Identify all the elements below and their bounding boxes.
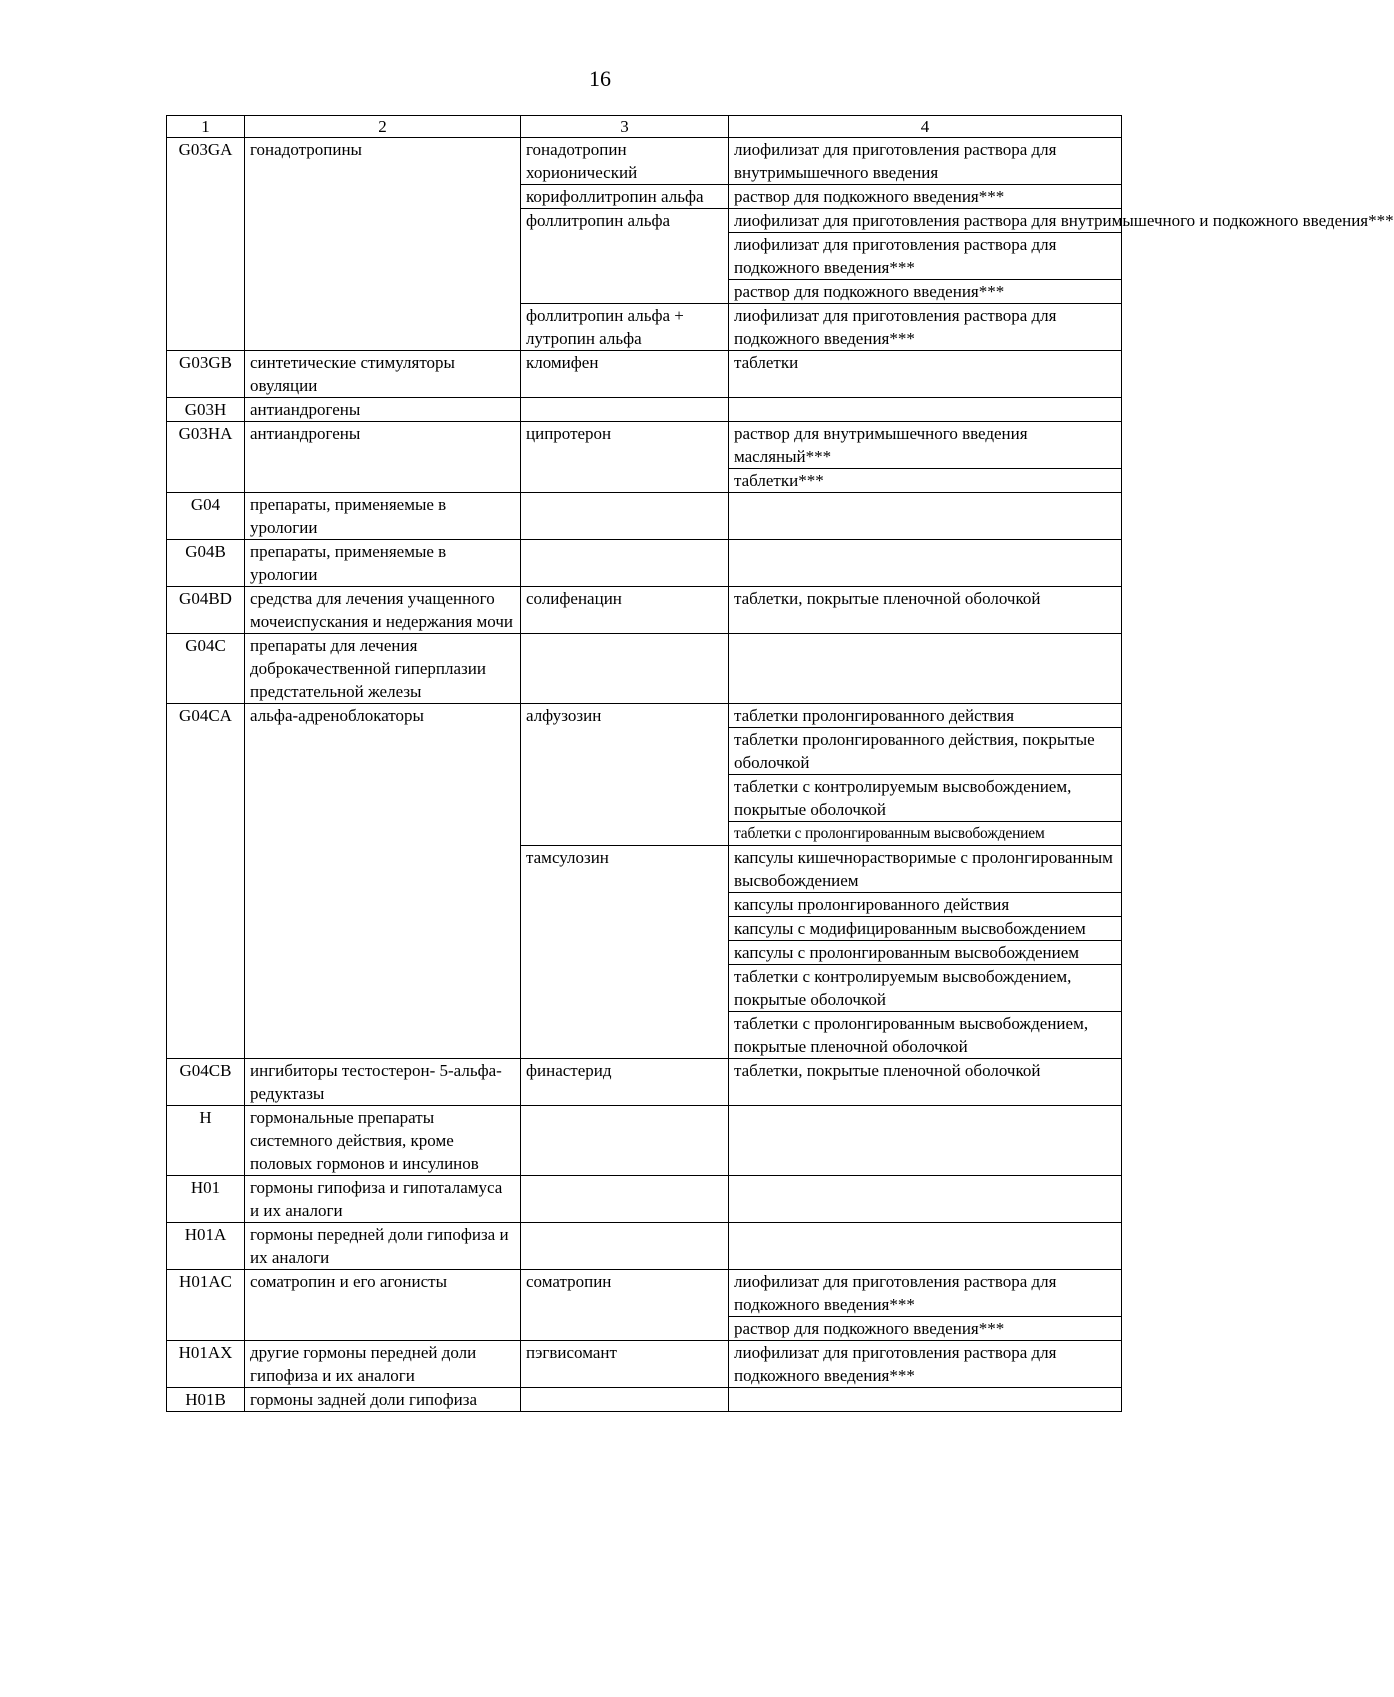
dosage-form [729,1176,1122,1223]
atc-code: G04BD [167,587,245,634]
table-row [167,1176,1122,1223]
dosage-form [729,634,1122,704]
dosage-form: раствор для подкожного введения*** [729,1317,1122,1341]
dosage-form [729,1223,1122,1270]
dosage-form: таблетки*** [729,469,1122,493]
table-row [167,1059,1122,1106]
drug-name [521,1106,729,1176]
group-name: ингибиторы тестостерон- 5-альфа-редуктазы [245,1059,521,1106]
atc-code: G04CA [167,704,245,1059]
table-row [167,1388,1122,1412]
drug-name [521,1388,729,1412]
drug-name: солифенацин [521,587,729,634]
table-row [167,138,1122,185]
atc-code: H01AC [167,1270,245,1341]
table-row [167,1106,1122,1176]
atc-code: H01AX [167,1341,245,1388]
dosage-form: раствор для внутримышечного введения масляный*** [729,422,1122,469]
drug-name [521,540,729,587]
drug-name: алфузозин [521,704,729,846]
dosage-form: таблетки с контролируемым высвобождением, покрытые оболочкой [729,965,1122,1012]
group-name: антиандрогены [245,422,521,493]
group-name: альфа-адреноблокаторы [245,704,521,1059]
atc-code: G04B [167,540,245,587]
table-row [167,422,1122,469]
drug-name: соматропин [521,1270,729,1341]
page-number: 16 [589,66,611,91]
dosage-form: таблетки, покрытые пленочной оболочкой [729,1059,1122,1106]
dosage-form: таблетки пролонгированного действия, покрытые оболочкой [729,728,1122,775]
table-row [167,351,1122,398]
dosage-form: лиофилизат для приготовления раствора для подкожного введения*** [729,304,1122,351]
group-name: гормоны передней доли гипофиза и их аналоги [245,1223,521,1270]
dosage-form [729,1388,1122,1412]
table-row [167,634,1122,704]
dosage-form: таблетки с контролируемым высвобождением, покрытые оболочкой [729,775,1122,822]
table-row [167,540,1122,587]
dosage-form: лиофилизат для приготовления раствора для подкожного введения*** [729,1270,1122,1317]
column-header: 1 [167,116,245,138]
dosage-form: таблетки, покрытые пленочной оболочкой [729,587,1122,634]
drug-name: корифоллитропин альфа [521,185,729,209]
table-row [167,493,1122,540]
table-row [167,1270,1122,1317]
atc-code: G03HA [167,422,245,493]
dosage-form: капсулы с модифицированным высвобождением [729,917,1122,941]
group-name: гонадотропины [245,138,521,351]
dosage-form [729,1106,1122,1176]
drug-name: ципротерон [521,422,729,493]
dosage-form: капсулы кишечнорастворимые с пролонгированным высвобождением [729,846,1122,893]
dosage-form: лиофилизат для приготовления раствора для подкожного введения*** [729,1341,1122,1388]
table-row [167,1223,1122,1270]
drug-name: пэгвисомант [521,1341,729,1388]
dosage-form [729,398,1122,422]
atc-code: H [167,1106,245,1176]
group-name: гормональные препараты системного действия, кроме половых гормонов и инсулинов [245,1106,521,1176]
dosage-form: капсулы с пролонгированным высвобождением [729,941,1122,965]
group-name: соматропин и его агонисты [245,1270,521,1341]
table-row [167,1341,1122,1388]
atc-code: G03H [167,398,245,422]
drug-name [521,1223,729,1270]
table-row [167,704,1122,728]
dosage-form [729,493,1122,540]
table-row [167,587,1122,634]
drug-name [521,398,729,422]
atc-code: H01 [167,1176,245,1223]
table-row [167,398,1122,422]
dosage-form: раствор для подкожного введения*** [729,185,1122,209]
atc-code: G03GA [167,138,245,351]
column-header: 3 [521,116,729,138]
dosage-form: таблетки с пролонгированным высвобождением [729,822,1122,846]
drug-name: гонадотропин хорионический [521,138,729,185]
atc-code: H01A [167,1223,245,1270]
drug-name: фоллитропин альфа [521,209,729,304]
dosage-form: раствор для подкожного введения*** [729,280,1122,304]
medication-table [166,115,1394,1412]
atc-code: G03GB [167,351,245,398]
dosage-form [729,540,1122,587]
drug-name [521,1176,729,1223]
atc-code: G04C [167,634,245,704]
group-name: гормоны гипофиза и гипоталамуса и их аналоги [245,1176,521,1223]
dosage-form: таблетки пролонгированного действия [729,704,1122,728]
dosage-form: лиофилизат для приготовления раствора для внутримышечного и подкожного введения*** [729,209,1122,233]
group-name: средства для лечения учащенного мочеиспускания и недержания мочи [245,587,521,634]
dosage-form: таблетки с пролонгированным высвобождением, покрытые пленочной оболочкой [729,1012,1122,1059]
group-name: препараты, применяемые в урологии [245,540,521,587]
drug-name: кломифен [521,351,729,398]
drug-name: тамсулозин [521,846,729,1059]
drug-name [521,634,729,704]
group-name: препараты, применяемые в урологии [245,493,521,540]
dosage-form: лиофилизат для приготовления раствора для подкожного введения*** [729,233,1122,280]
table-header-row [167,116,1122,138]
group-name: антиандрогены [245,398,521,422]
drug-name [521,493,729,540]
group-name: гормоны задней доли гипофиза [245,1388,521,1412]
atc-code: G04CB [167,1059,245,1106]
drug-name: финастерид [521,1059,729,1106]
group-name: другие гормоны передней доли гипофиза и их аналоги [245,1341,521,1388]
group-name: препараты для лечения доброкачественной гиперплазии предстательной железы [245,634,521,704]
column-header: 2 [245,116,521,138]
dosage-form: лиофилизат для приготовления раствора для внутримышечного введения [729,138,1122,185]
atc-code: G04 [167,493,245,540]
dosage-form: капсулы пролонгированного действия [729,893,1122,917]
atc-code: H01B [167,1388,245,1412]
drug-name: фоллитропин альфа + лутропин альфа [521,304,729,351]
column-header: 4 [729,116,1122,138]
group-name: синтетические стимуляторы овуляции [245,351,521,398]
dosage-form: таблетки [729,351,1122,398]
